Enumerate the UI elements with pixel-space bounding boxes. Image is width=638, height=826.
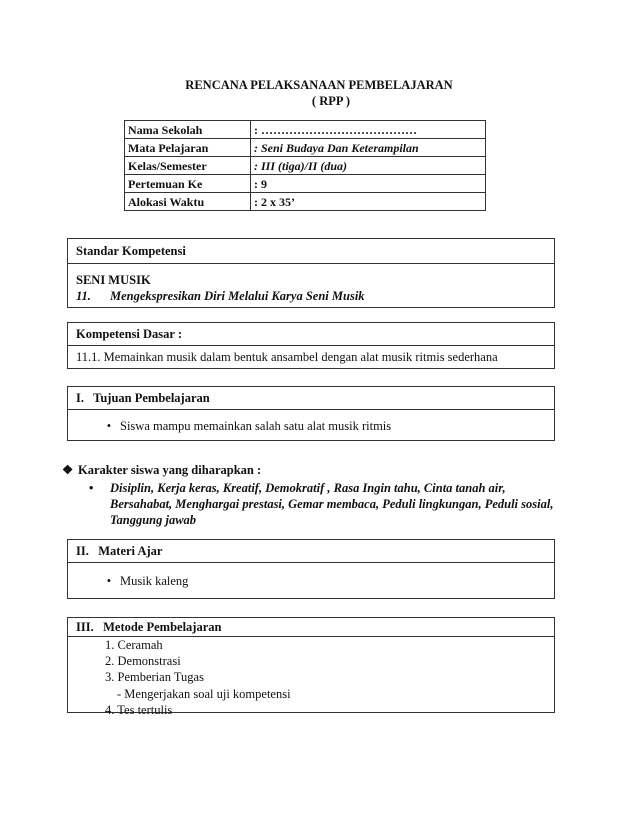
- tujuan-heading: I. Tujuan Pembelajaran: [68, 387, 554, 410]
- standar-text: Mengekspresikan Diri Melalui Karya Seni Musik: [110, 289, 365, 303]
- identity-label: Kelas/Semester: [125, 157, 251, 175]
- karakter-heading: Karakter siswa yang diharapkan :: [78, 463, 262, 477]
- table-row: [125, 139, 486, 157]
- karakter-line: Disiplin, Kerja keras, Kreatif, Demokratif , Rasa Ingin tahu, Cinta tanah air,: [110, 481, 506, 495]
- metode-heading: III. Metode Pembelajaran: [68, 618, 554, 637]
- list-item: 3. Pemberian Tugas: [105, 670, 204, 685]
- tujuan-box: [67, 386, 555, 441]
- kompetensi-heading: Kompetensi Dasar :: [68, 323, 554, 346]
- bullet-icon: •: [89, 481, 94, 495]
- table-row: [125, 193, 486, 211]
- identity-label: Pertemuan Ke: [125, 175, 251, 193]
- diamond-bullet-icon: ❖: [62, 463, 74, 477]
- identity-table: [124, 120, 486, 211]
- document-subtitle: ( RPP ): [311, 94, 351, 108]
- list-item: 1. Ceramah: [105, 638, 163, 652]
- bullet-icon: •: [106, 574, 112, 588]
- standar-subject: SENI MUSIK: [76, 273, 151, 287]
- tujuan-item: Siswa mampu memainkan salah satu alat musik ritmis: [120, 419, 392, 433]
- materi-heading: II. Materi Ajar: [68, 540, 554, 563]
- table-row: [125, 175, 486, 193]
- standar-number: 11.: [76, 289, 91, 303]
- materi-box: [67, 539, 555, 599]
- identity-value: : …………………………………: [251, 121, 486, 139]
- karakter-section: [62, 462, 562, 528]
- table-row: [125, 121, 486, 139]
- metode-box: [67, 617, 555, 717]
- list-item: 2. Demonstrasi: [105, 654, 181, 669]
- kompetensi-text: 11.1. Memainkan musik dalam bentuk ansambel dengan alat musik ritmis sederhana: [76, 350, 498, 364]
- identity-label: Mata Pelajaran: [125, 139, 251, 157]
- karakter-line: Bersahabat, Menghargai prestasi, Gemar membaca, Peduli lingkungan, Peduli sosial,: [110, 497, 554, 511]
- materi-item: Musik kaleng: [120, 574, 189, 588]
- identity-label: Alokasi Waktu: [125, 193, 251, 211]
- standar-heading: Standar Kompetensi: [68, 239, 554, 264]
- identity-value: : Seni Budaya Dan Keterampilan: [251, 139, 486, 157]
- kompetensi-dasar-box: [67, 322, 555, 369]
- document-title: RENCANA PELAKSANAAN PEMBELAJARAN: [185, 78, 453, 92]
- list-item: - Mengerjakan soal uji kompetensi: [117, 686, 291, 701]
- bullet-icon: •: [106, 419, 112, 433]
- list-item: 4. Tes tertulis: [105, 702, 173, 717]
- identity-value: : III (tiga)/II (dua): [251, 157, 486, 175]
- identity-value: : 9: [251, 175, 486, 193]
- identity-label: Nama Sekolah: [125, 121, 251, 139]
- identity-value: : 2 x 35’: [251, 193, 486, 211]
- table-row: [125, 157, 486, 175]
- standar-kompetensi-box: [67, 238, 555, 308]
- karakter-line: Tanggung jawab: [110, 513, 197, 527]
